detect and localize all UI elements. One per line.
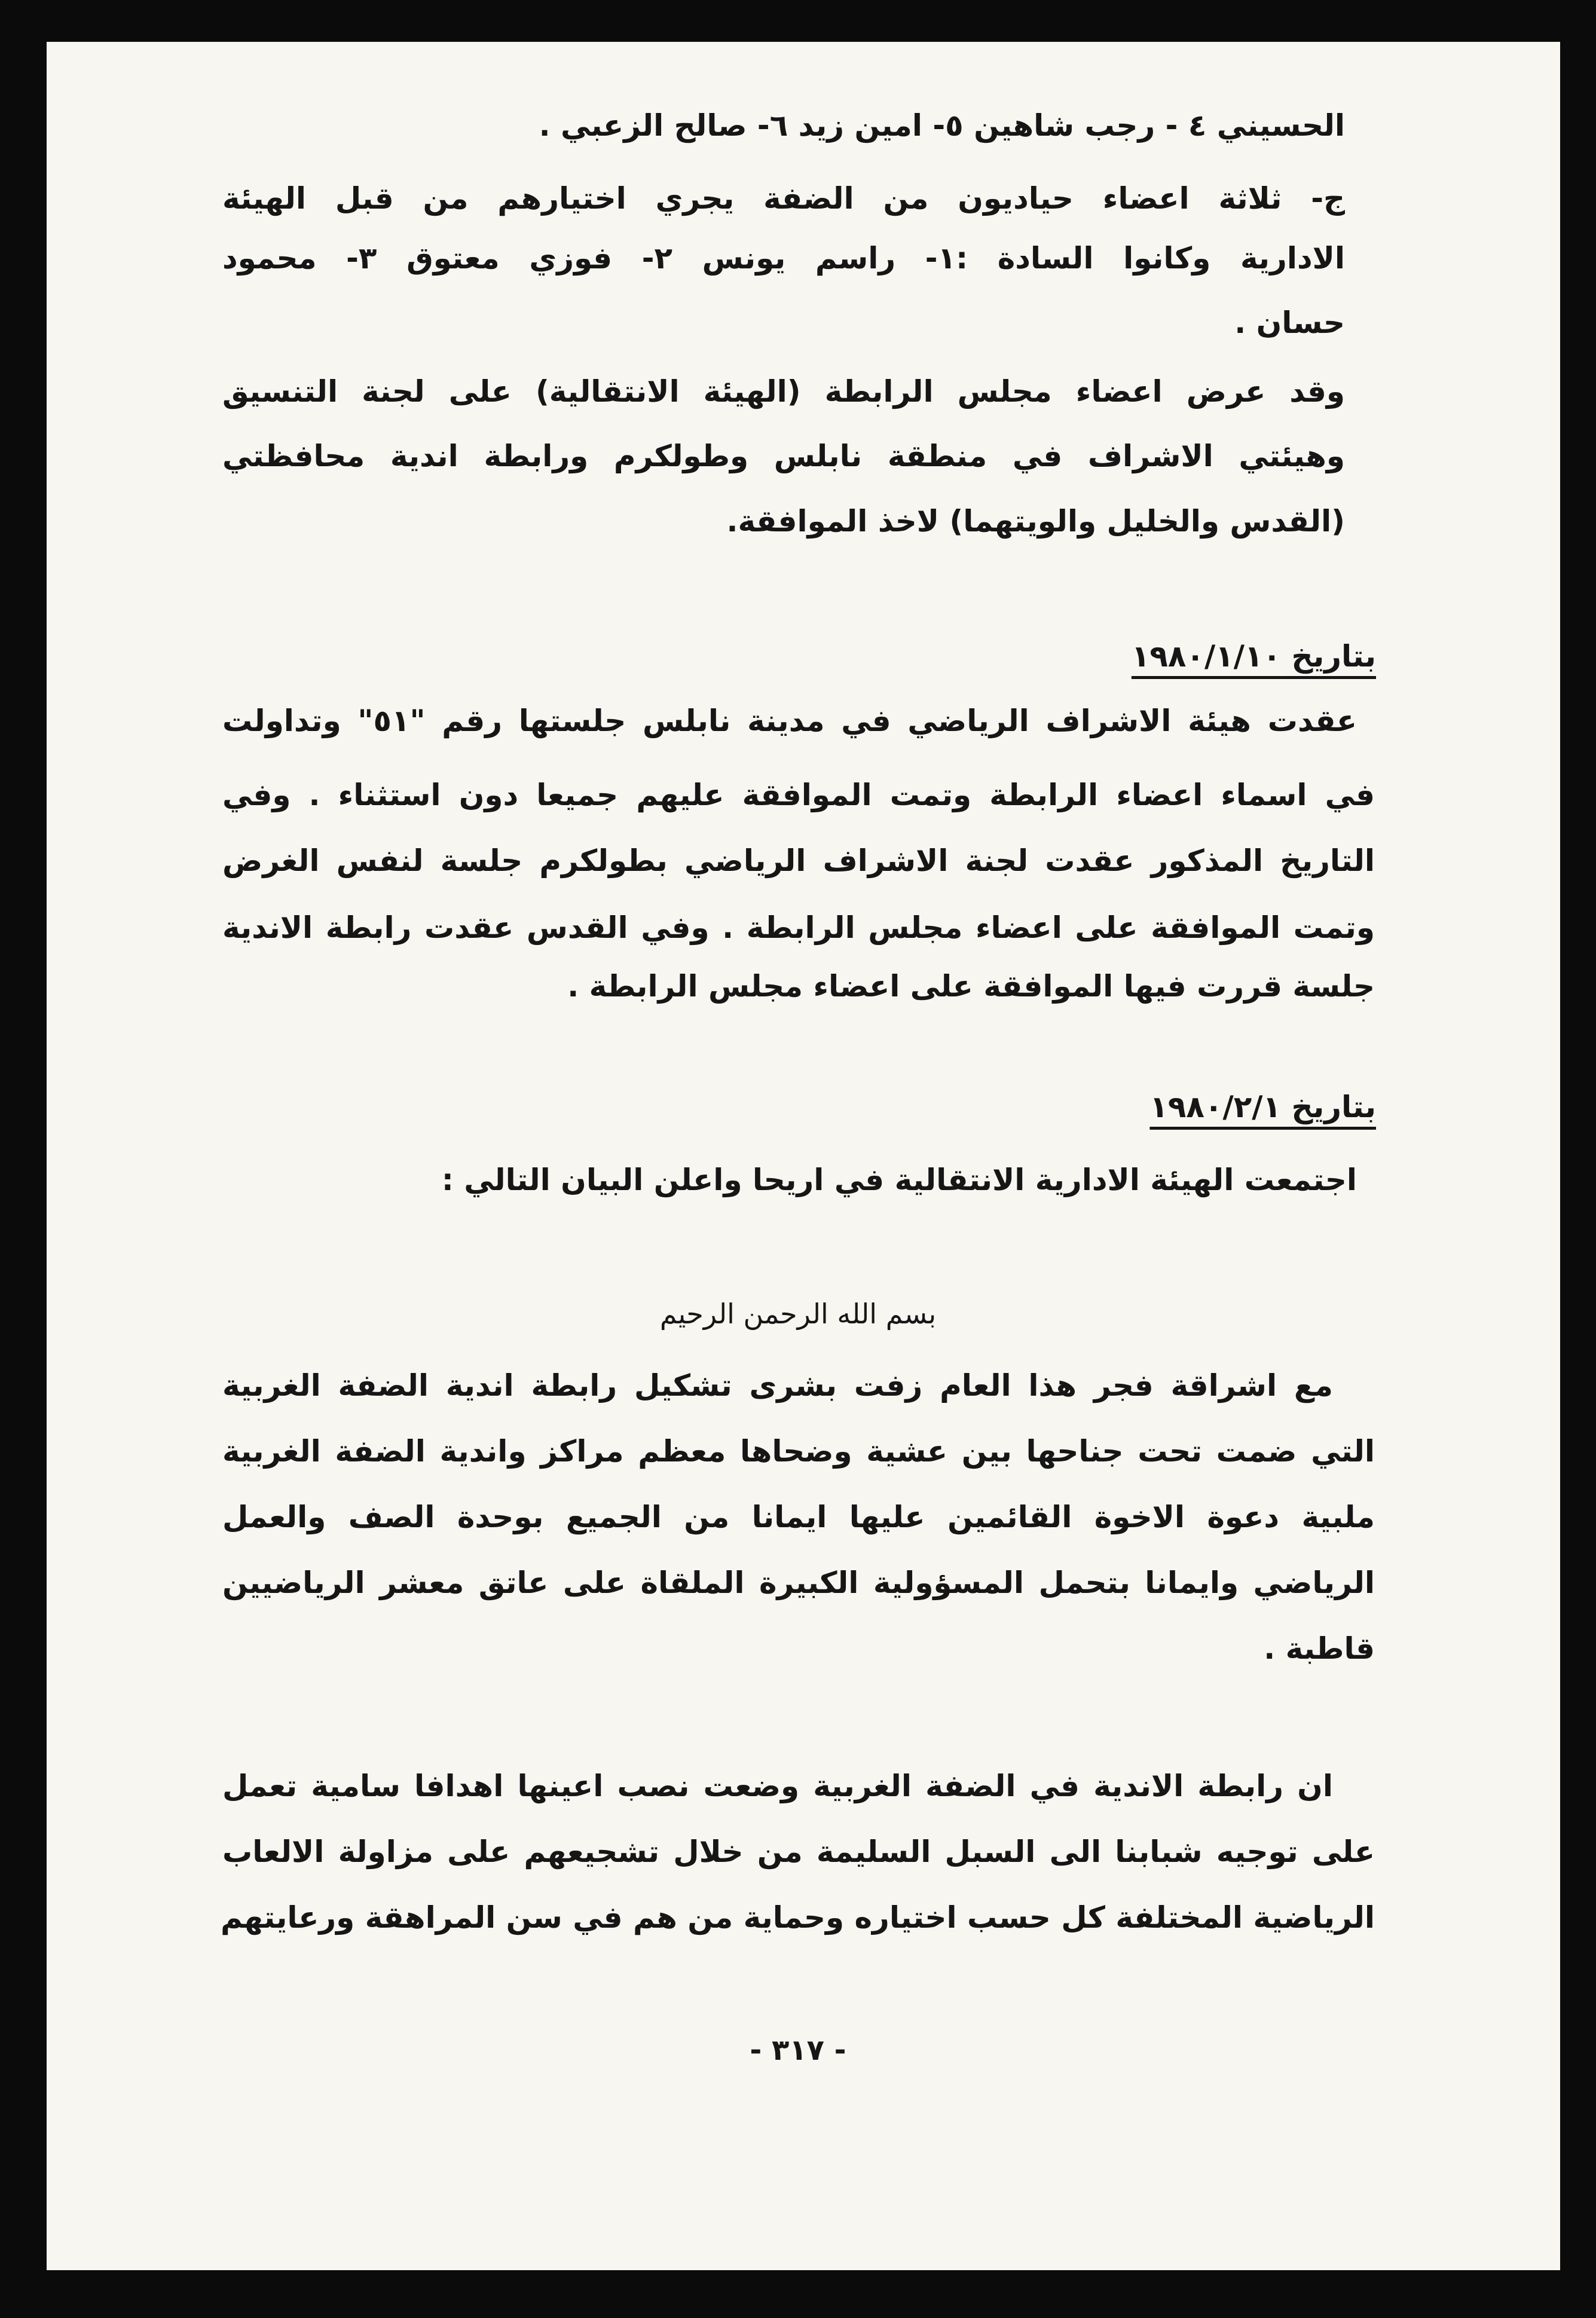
text-line: ملبية دعوة الاخوة القائمين عليها ايمانا من الجميع بوحدة الصف والعمل (222, 1500, 1375, 1534)
text-line: وهيئتي الاشراف في منطقة نابلس وطولكرم ورابطة اندية محافظتي (222, 439, 1345, 473)
basmala: بسم الله الرحمن الرحيم (659, 1298, 937, 1330)
text-line: التي ضمت تحت جناحها بين عشية وضحاها معظم مراكز واندية الضفة الغربية (222, 1434, 1375, 1469)
text-line: الرياضي وايمانا بتحمل المسؤولية الكبيرة الملقاة على عاتق معشر الرياضيين (222, 1565, 1375, 1600)
text-line: ج- ثلاثة اعضاء حياديون من الضفة يجري اختيارهم من قبل الهيئة (222, 181, 1345, 216)
text-line: الرياضية المختلفة كل حسب اختياره وحماية من هم في سن المراهقة ورعايتهم (221, 1900, 1375, 1935)
section-heading-date: بتاريخ ١٩٨٠/٢/١ (1149, 1090, 1376, 1124)
text-line: اجتمعت الهيئة الادارية الانتقالية في اريحا واعلن البيان التالي : (441, 1163, 1357, 1197)
text-line: عقدت هيئة الاشراف الرياضي في مدينة نابلس جلستها رقم "٥١" وتداولت (222, 704, 1357, 738)
text-line: على توجيه شبابنا الى السبل السليمة من خلال تشجيعهم على مزاولة الالعاب (222, 1834, 1375, 1869)
text-line: الحسيني ٤ - رجب شاهين ٥- امين زيد ٦- صالح الزعبي . (539, 108, 1345, 143)
text-line: (القدس والخليل والويتهما) لاخذ الموافقة. (726, 504, 1345, 539)
section-heading-date: بتاريخ ١٩٨٠/١/١٠ (1131, 639, 1376, 674)
text-line: قاطبة . (1264, 1631, 1375, 1666)
text-line: التاريخ المذكور عقدت لجنة الاشراف الرياضي بطولكرم جلسة لنفس الغرض (222, 843, 1375, 878)
text-line: حسان . (1234, 305, 1345, 340)
text-line: الادارية وكانوا السادة :١- راسم يونس ٢- فوزي معتوق ٣- محمود (222, 241, 1345, 276)
page-number: - ٣١٧ - (750, 2033, 846, 2067)
text-line: مع اشراقة فجر هذا العام زفت بشرى تشكيل رابطة اندية الضفة الغربية (222, 1368, 1333, 1403)
text-line: ان رابطة الاندية في الضفة الغربية وضعت نصب اعينها اهدافا سامية تعمل (222, 1769, 1333, 1803)
text-line: جلسة قررت فيها الموافقة على اعضاء مجلس الرابطة . (567, 969, 1375, 1004)
text-line: وقد عرض اعضاء مجلس الرابطة (الهيئة الانتقالية) على لجنة التنسيق (222, 374, 1345, 409)
text-line: في اسماء اعضاء الرابطة وتمت الموافقة عليهم جميعا دون استثناء . وفي (222, 778, 1375, 812)
text-line: وتمت الموافقة على اعضاء مجلس الرابطة . وفي القدس عقدت رابطة الاندية (222, 910, 1375, 945)
